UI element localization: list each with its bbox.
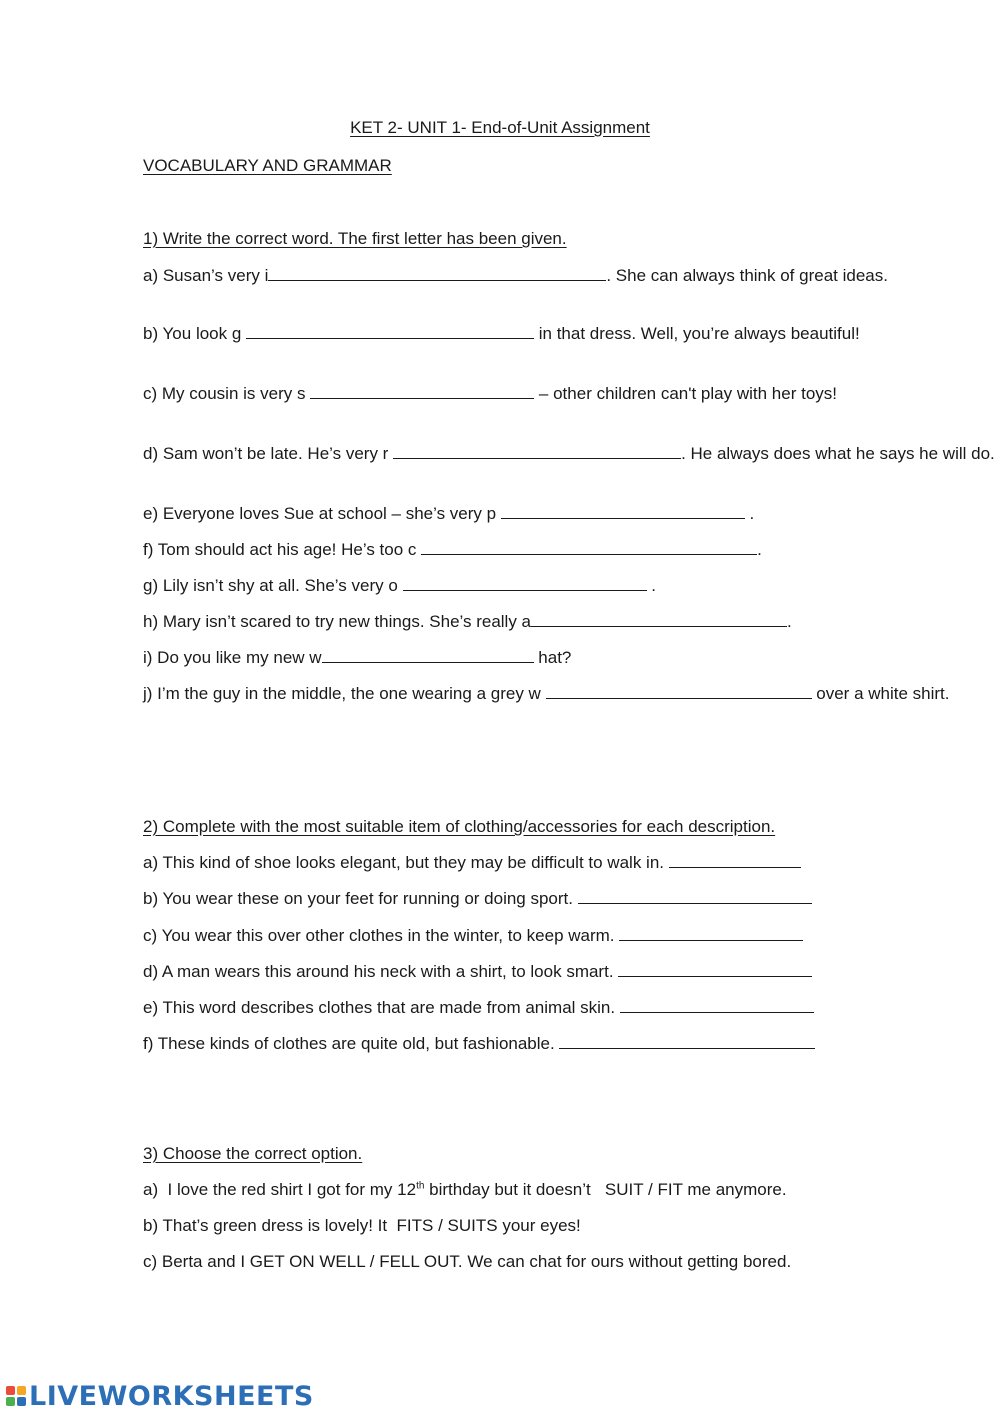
ex1-item-f-post: .	[757, 540, 762, 559]
exercise-1-heading: 1) Write the correct word. The first letter has been given.	[143, 229, 567, 248]
exercise-2-heading: 2) Complete with the most suitable item of clothing/accessories for each description.	[143, 817, 776, 836]
ex1-item-b-pre: b) You look g	[143, 324, 247, 343]
exercise-3-heading: 3) Choose the correct option.	[143, 1144, 363, 1163]
ex1-item-f-pre: f) Tom should act his age! He’s too c	[143, 540, 422, 559]
ex1-blank-d[interactable]	[393, 443, 681, 459]
logo-square-2	[17, 1386, 26, 1395]
ex1-item-g	[143, 574, 656, 597]
ex1-item-h	[143, 610, 792, 633]
ex2-blank-b[interactable]	[578, 888, 812, 904]
brand-name: LIVEWORKSHEETS	[29, 1380, 314, 1412]
ex2-item-d	[143, 960, 812, 983]
ex2-item-f	[143, 1032, 815, 1055]
ex1-item-e	[143, 502, 754, 525]
ex3-item-b: b) That’s green dress is lovely! It FITS / SUITS your eyes!	[143, 1216, 581, 1235]
section-heading: VOCABULARY AND GRAMMAR	[143, 156, 392, 175]
ex1-item-j	[143, 682, 950, 705]
ex1-item-h-pre: h) Mary isn’t scared to try new things. She’s really a	[143, 612, 532, 631]
ex2-item-c-text: c) You wear this over other clothes in the winter, to keep warm.	[143, 926, 620, 945]
ex2-item-a	[143, 851, 801, 874]
ex3-item-a-pre: a) I love the red shirt I got for my 12	[143, 1180, 417, 1199]
ex2-blank-f[interactable]	[559, 1033, 815, 1049]
ex1-blank-b[interactable]	[246, 323, 534, 339]
ex1-item-f	[143, 538, 762, 561]
ex1-item-b-post: in that dress. Well, you’re always beautiful!	[534, 324, 860, 343]
ex2-item-c	[143, 924, 803, 947]
ex3-item-a	[143, 1178, 787, 1201]
logo-square-4	[17, 1397, 26, 1406]
ex2-item-f-text: f) These kinds of clothes are quite old, but fashionable.	[143, 1034, 560, 1053]
ex1-item-c	[143, 382, 837, 405]
ex1-item-a-pre: a) Susan’s very i	[143, 266, 269, 285]
ex1-item-i	[143, 646, 571, 669]
ex1-item-i-pre: i) Do you like my new w	[143, 648, 322, 667]
ex1-blank-e[interactable]	[501, 503, 745, 519]
logo-squares-icon	[6, 1386, 26, 1406]
ex2-item-e	[143, 996, 814, 1019]
ex1-item-j-pre: j) I’m the guy in the middle, the one wearing a grey w	[143, 684, 546, 703]
ex2-blank-e[interactable]	[620, 997, 814, 1013]
ex1-item-c-post: – other children can't play with her toys!	[534, 384, 837, 403]
ex2-blank-d[interactable]	[618, 961, 812, 977]
ex1-blank-g[interactable]	[403, 575, 647, 591]
ex1-item-b	[143, 322, 860, 345]
ex1-item-e-pre: e) Everyone loves Sue at school – she’s very p	[143, 504, 501, 523]
ex1-item-g-post: .	[646, 576, 656, 595]
ex1-item-i-post: hat?	[533, 648, 572, 667]
ex1-item-d-post: . He always does what he says he will do.	[681, 444, 995, 463]
ex1-item-j-post: over a white shirt.	[811, 684, 950, 703]
ex3-item-a-post: birthday but it doesn’t SUIT / FIT me anymore.	[424, 1180, 787, 1199]
ex1-item-d-pre: d) Sam won’t be late. He’s very r	[143, 444, 394, 463]
ex2-item-b-text: b) You wear these on your feet for running or doing sport.	[143, 889, 578, 908]
ex1-blank-i[interactable]	[322, 647, 534, 663]
ex1-item-a-post: . She can always think of great ideas.	[606, 266, 888, 285]
ex2-item-d-text: d) A man wears this around his neck with a shirt, to look smart.	[143, 962, 619, 981]
ex1-item-d	[143, 442, 995, 465]
page-title: KET 2- UNIT 1- End-of-Unit Assignment	[350, 118, 650, 137]
ex2-item-b	[143, 887, 812, 910]
ex2-item-a-text: a) This kind of shoe looks elegant, but they may be difficult to walk in.	[143, 853, 669, 872]
ex1-item-g-pre: g) Lily isn’t shy at all. She’s very o	[143, 576, 403, 595]
logo-square-3	[6, 1397, 15, 1406]
ex3-item-a-sup: th	[416, 1180, 425, 1192]
ex2-blank-c[interactable]	[619, 925, 803, 941]
ex1-item-a	[143, 264, 888, 287]
ex1-blank-h[interactable]	[531, 611, 787, 627]
ex1-item-c-pre: c) My cousin is very s	[143, 384, 311, 403]
ex1-item-h-post: .	[787, 612, 792, 631]
ex2-blank-a[interactable]	[669, 852, 801, 868]
ex1-blank-c[interactable]	[310, 383, 534, 399]
ex1-blank-f[interactable]	[421, 539, 757, 555]
ex3-item-c: c) Berta and I GET ON WELL / FELL OUT. We can chat for ours without getting bored.	[143, 1252, 792, 1271]
liveworksheets-logo[interactable]	[6, 1381, 314, 1411]
ex1-blank-a[interactable]	[268, 265, 606, 281]
logo-square-1	[6, 1386, 15, 1395]
ex2-item-e-text: e) This word describes clothes that are made from animal skin.	[143, 998, 620, 1017]
ex1-item-e-post: .	[744, 504, 755, 523]
ex1-blank-j[interactable]	[546, 683, 812, 699]
